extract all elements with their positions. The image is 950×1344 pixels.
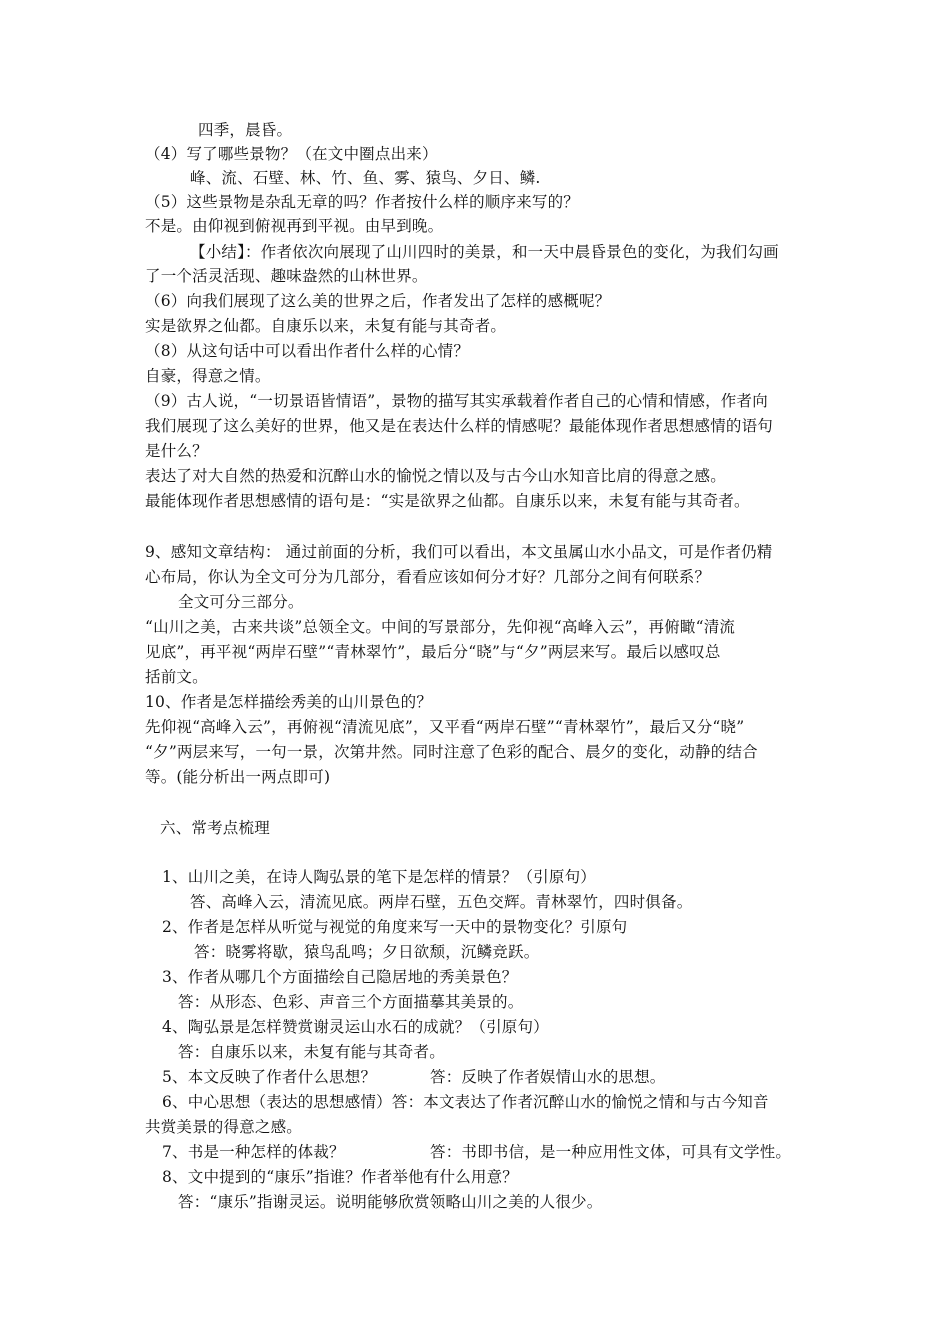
section-9-answer-2: “山川之美，古来共谈”总领全文。中间的写景部分，先仰视“高峰入云”，再俯瞰“清流 xyxy=(145,618,736,636)
section-10-question: 10、作者是怎样描绘秀美的山川景色的？ xyxy=(145,693,433,711)
answer-9-line-2: 最能体现作者思想感情的语句是：“实是欲界之仙都。自康乐以来，未复有能与其奇者。 xyxy=(145,492,750,510)
key-point-1-answer: 答、高峰入云，清流见底。两岸石壁，五色交辉。青林翠竹，四时俱备。 xyxy=(190,893,693,911)
question-9-line-1: （9）古人说，“一切景语皆情语”，景物的描写其实承载着作者自己的心情和情感，作者向 xyxy=(145,392,768,410)
answer-5: 不是。由仰视到俯视再到平视。由早到晚。 xyxy=(145,217,444,235)
key-point-8-question: 8、文中提到的“康乐”指谁？作者举他有什么用意？ xyxy=(162,1168,519,1186)
section-10-answer-1: 先仰视“高峰入云”，再俯视“清流见底”，又平看“两岸石壁”“青林翠竹”，最后又分“晓” xyxy=(145,718,745,736)
question-9-line-2: 我们展现了这么美好的世界，他又是在表达什么样的情感呢？最能体现作者思想感情的语句 xyxy=(145,417,774,435)
key-point-7-question: 7、书是一种怎样的体裁？ xyxy=(162,1143,345,1161)
key-point-5 xyxy=(162,1065,832,1089)
section-6-title: 六、常考点梳理 xyxy=(160,819,270,837)
section-10-answer-2: “夕”两层来写，一句一景，次第井然。同时注意了色彩的配合、晨夕的变化，动静的结合 xyxy=(145,743,758,761)
key-point-6-line-2: 共赏美景的得意之感。 xyxy=(145,1118,303,1136)
section-9-line-2: 心布局，你认为全文可分为几部分，看看应该如何分才好？几部分之间有何联系？ xyxy=(145,568,711,586)
section-9-line-1: 9、感知文章结构： 通过前面的分析，我们可以看出，本文虽属山水小品文，可是作者仍精 xyxy=(145,543,773,561)
key-point-5-answer: 答：反映了作者娱情山水的思想。 xyxy=(430,1068,666,1086)
question-6: （6）向我们展现了这么美的世界之后，作者发出了怎样的感概呢？ xyxy=(145,292,611,310)
answer-8: 自豪，得意之情。 xyxy=(145,367,271,385)
key-point-2-answer: 答：晓雾将歇，猿鸟乱鸣；夕日欲颓，沉鳞竞跃。 xyxy=(194,943,540,961)
section-9-answer-3: 见底”，再平视“两岸石壁”“青林翠竹”，最后分“晓”与“夕”两层来写。最后以感叹总 xyxy=(145,643,721,661)
key-point-7 xyxy=(162,1140,832,1164)
question-8: （8）从这句话中可以看出作者什么样的心情？ xyxy=(145,342,470,360)
question-5: （5）这些景物是杂乱无章的吗？作者按什么样的顺序来写的？ xyxy=(145,193,579,211)
key-point-7-answer: 答：书即书信，是一种应用性文体，可具有文学性。 xyxy=(430,1143,792,1161)
key-point-4-answer: 答：自康乐以来，未复有能与其奇者。 xyxy=(178,1043,445,1061)
key-point-4-question: 4、陶弘景是怎样赞赏谢灵运山水石的成就？（引原句） xyxy=(162,1018,549,1036)
question-9-line-3: 是什么？ xyxy=(145,442,208,460)
key-point-3-question: 3、作者从哪几个方面描绘自己隐居地的秀美景色？ xyxy=(162,968,518,986)
key-point-3-answer: 答：从形态、色彩、声音三个方面描摹其美景的。 xyxy=(178,993,524,1011)
section-10-answer-3: 等。(能分析出一两点即可) xyxy=(145,768,331,786)
section-9-answer-4: 括前文。 xyxy=(145,668,208,686)
key-point-2-question: 2、作者是怎样从听觉与视觉的角度来写一天中的景物变化？引原句 xyxy=(162,918,628,936)
answer-6: 实是欲界之仙都。自康乐以来，未复有能与其奇者。 xyxy=(145,317,507,335)
key-point-1-question: 1、山川之美，在诗人陶弘景的笔下是怎样的情景？（引原句） xyxy=(162,868,596,886)
question-4: （4）写了哪些景物？（在文中圈点出来） xyxy=(145,145,438,163)
summary-line-1: 【小结】：作者依次向展现了山川四时的美景，和一天中晨昏景色的变化，为我们勾画 xyxy=(190,243,779,261)
answer-9-line-1: 表达了对大自然的热爱和沉醉山水的愉悦之情以及与古今山水知音比肩的得意之感。 xyxy=(145,467,726,485)
key-point-8-answer: 答：“康乐”指谢灵运。说明能够欣赏领略山川之美的人很少。 xyxy=(178,1193,603,1211)
section-9-answer-1: 全文可分三部分。 xyxy=(178,593,304,611)
summary-line-2: 了一个活灵活现、趣味盎然的山林世界。 xyxy=(145,267,428,285)
key-point-6-line-1: 6、中心思想（表达的思想感情）答：本文表达了作者沉醉山水的愉悦之情和与古今知音 xyxy=(162,1093,769,1111)
text-line: 四季，晨昏。 xyxy=(198,121,293,139)
answer-4: 峰、流、石壁、林、竹、鱼、雾、猿鸟、夕日、鳞. xyxy=(190,169,541,187)
key-point-5-question: 5、本文反映了作者什么思想？ xyxy=(162,1068,377,1086)
